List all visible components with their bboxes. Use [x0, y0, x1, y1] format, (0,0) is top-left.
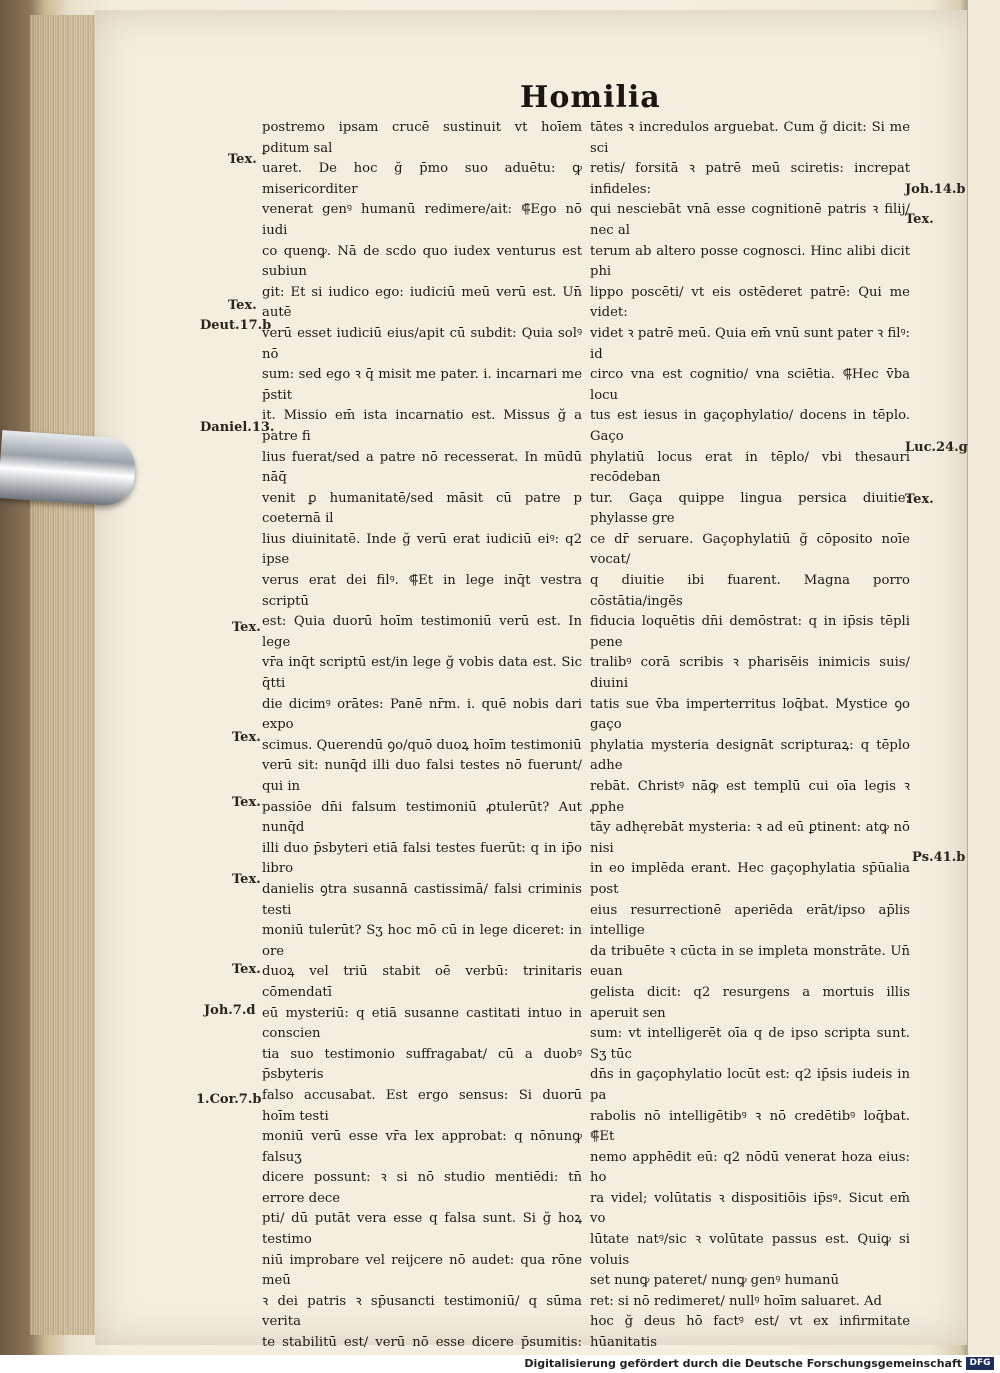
- margin-note: Daniel.13.: [200, 420, 275, 435]
- text-line: phylatiū locus erat in tēplo/ vbi thesauri recōdeban: [590, 449, 910, 486]
- text-line: pti/ dū putāt vera esse q falsa sunt. Si ğ hoꝝ testimo: [262, 1211, 582, 1248]
- text-line: tralibꝰ corā scribis ꝛ pharisēis inimicis suis/ diuini: [590, 655, 910, 692]
- page-holder-tool: [0, 430, 137, 507]
- text-line: da tribuēte ꝛ cūcta in se impleta monstrāte. Un̄ euan: [590, 943, 910, 980]
- right-page-edge: [967, 0, 1000, 1355]
- margin-note: Tex.: [228, 298, 257, 313]
- text-line: it. Missio em̄ ista incarnatio est. Missus ğ a patre fi: [262, 408, 582, 444]
- text-line: retis/ forsitā ꝛ patrē meū sciretis: increpat infideles:: [590, 161, 910, 197]
- text-line: ce dr̄ seruare. Gaçophylatiū ğ cōposito noīe vocat/: [590, 531, 910, 568]
- text-line: tia suo testimonio suffragabat/ cū a duobꝰ p̄sbyteris: [262, 1046, 582, 1083]
- right-column-text: [590, 118, 910, 1355]
- right-text-column: [590, 118, 910, 1355]
- text-line: phylatia mysteria designāt scripturaꝝ: q tēplo adhe: [590, 737, 910, 774]
- text-line: lius fuerat/sed a patre nō recesserat. In mūdū nāq̄: [262, 449, 582, 486]
- text-line: postremo ipsam crucē sustinuit vt hoīem ꝑditum sal: [262, 120, 582, 156]
- left-text-column: [262, 118, 582, 1355]
- text-line: ret: si nō redimeret/ nullꝰ hoīm saluaret. Ad: [590, 1293, 882, 1309]
- text-line: sum: sed ego ꝛ q̄ misit me pater. i. incarnari me p̄stit: [262, 367, 582, 403]
- text-line: dicere possunt: ꝛ si nō studio mentiēdi: tn̄ errore dece: [262, 1170, 582, 1206]
- text-line: moniū tulerūt? Sʒ hoc mō cū in lege diceret: in ore: [262, 923, 582, 959]
- margin-note: Ps.41.b: [912, 850, 966, 865]
- text-line: set nunꝙ pateret/ nunꝙ genꝰ humanū: [590, 1273, 839, 1289]
- text-line: rebāt. Christꝰ nāꝙ est templū cui oīa legis ꝛ ꝓphe: [590, 779, 910, 815]
- text-line: uaret. De hoc ğ p̄mo suo aduētu: ꝙ misericorditer: [262, 161, 582, 197]
- text-line: venerat genꝰ humanū redimere/ait: ⸿Ego nō iudi: [262, 202, 582, 238]
- text-line: tus est iesus in gaçophylatio/ docens in tēplo. Gaço: [590, 408, 910, 444]
- text-line: gelista dicit: q2 resurgens a mortuis illis aperuit sen: [590, 984, 910, 1021]
- text-line: lius diuinitatē. Inde ğ verū erat iudiciū eiꝰ: q2 ipse: [262, 531, 582, 568]
- margin-note: Tex.: [905, 492, 934, 507]
- text-line: est: Quia duorū hoīm testimoniū verū est. In lege: [262, 614, 582, 650]
- text-line: git: Et si iudico ego: iudiciū meū verū est. Un̄ autē: [262, 284, 582, 321]
- margin-note: Tex.: [232, 795, 261, 810]
- text-line: venit ꝑ humanitatē/sed māsit cū patre p coeternā il: [262, 490, 582, 527]
- text-line: terum ab altero posse cognosci. Hinc alibi dicit phi: [590, 243, 910, 280]
- margin-note: 1.Cor.7.b: [196, 1092, 262, 1107]
- text-line: q diuitie ibi fuarent. Magna porro cōstātia/ingēs: [590, 573, 910, 609]
- margin-note: Joh.14.b: [905, 182, 966, 197]
- text-line: vr̄a inq̄t scriptū est/in lege ğ vobis data est. Sic q̄tti: [262, 655, 582, 692]
- margin-note: Tex.: [232, 872, 261, 887]
- text-line: lippo poscēti/ vt eis ostēderet patrē: Qui me videt:: [590, 284, 910, 321]
- text-line: ꝛ dei patris ꝛ sp̄usancti testimoniū/ q sūma verita: [262, 1293, 582, 1330]
- text-line: passiōe dn̄i falsum testimoniū ꝓtulerūt? Aut nunq̄d: [262, 799, 582, 836]
- margin-note: Joh.7.d: [204, 1003, 256, 1018]
- footer-credit: Digitalisierung gefördert durch die Deutsche Forschungsgemeinschaft: [524, 1357, 962, 1370]
- margin-note: Tex.: [232, 962, 261, 977]
- page-edges: [30, 15, 100, 1335]
- margin-note: Deut.17.b: [200, 318, 272, 333]
- text-line: tātes ꝛ incredulos arguebat. Cum ğ dicit: Si me sci: [590, 120, 910, 156]
- dfg-logo: DFG: [966, 1357, 994, 1370]
- text-line: in eo implēda erant. Hec gaçophylatia sp̄ūalia post: [590, 861, 910, 897]
- text-line: sum: vt intelligerēt oīa q de ipso scripta sunt. Sʒ tūc: [590, 1026, 910, 1062]
- margin-note: Tex.: [905, 212, 934, 227]
- text-line: nemo apphēdit eū: q2 nōdū venerat hoza eius: ho: [590, 1149, 910, 1186]
- text-line: rabolis nō intelligētibꝰ ꝛ nō credētibꝰ loq̄bat. ⸿Et: [590, 1108, 910, 1145]
- text-line: falso accusabat. Est ergo sensus: Si duorū hoīm testi: [262, 1087, 582, 1124]
- text-line: fiducia loquētis dn̄i demōstrat: q in ip̄sis tēpli pene: [590, 614, 910, 650]
- text-line: danielis ꝯtra susannā castissimā/ falsi criminis testi: [262, 881, 582, 918]
- text-line: die dicimꝰ orātes: Panē nr̄m. i. quē nobis dari expo: [262, 696, 582, 733]
- text-line: moniū verū esse vr̄a lex approbat: q nōnunꝙ falsuʒ: [262, 1129, 582, 1165]
- text-line: videt ꝛ patrē meū. Quia em̄ vnū sunt pater ꝛ filꝰ: id: [590, 325, 910, 362]
- text-line: lūtate natꝰ/sic ꝛ volūtate passus est. Quiꝙ si voluis: [590, 1232, 910, 1268]
- text-line: dn̄s in gaçophylatio locūt est: q2 ip̄sis iudeis in pa: [590, 1067, 910, 1103]
- text-line: illi duo p̄sbyteri etiā falsi testes fuerūt: q in ip̄o libro: [262, 840, 582, 877]
- page-header-title: Homilia: [520, 80, 661, 115]
- text-line: verū esset iudiciū eius/apit cū subdit: Quia solꝰ nō: [262, 325, 582, 362]
- text-line: qui nesciebāt vnā esse cognitionē patris ꝛ filij/ nec al: [590, 202, 910, 238]
- text-line: ra videl; volūtatis ꝛ dispositiōis ip̄sꝰ. Sicut em̄ vo: [590, 1190, 910, 1227]
- text-line: hoc ğ deus hō factꝰ est/ vt ex infirmitate hūanitatis: [590, 1314, 910, 1351]
- text-line: scimus. Querendū ꝯo/quō duoꝝ hoīm testimoniū: [262, 737, 582, 753]
- margin-note: Luc.24.g: [905, 440, 968, 455]
- margin-note: Tex.: [232, 620, 261, 635]
- text-line: co quenꝙ. Nā de scdo quo iudex venturus est subiun: [262, 243, 582, 280]
- text-line: tāy adhęrebāt mysteria: ꝛ ad eū ꝑtinent: atꝙ nō nisi: [590, 820, 910, 856]
- text-line: duoꝝ vel triū stabit oē verbū: trinitaris cōmendatī: [262, 964, 582, 1000]
- text-line: eius resurrectionē aperiēda erāt/ipso ap̄lis intellige: [590, 902, 910, 939]
- text-line: verū sit: nunq̄d illi duo falsi testes nō fuerunt/ qui in: [262, 758, 582, 794]
- text-line: tur. Gaça quippe lingua persica diuitie: phylasse gre: [590, 490, 910, 527]
- text-line: circo vna est cognitio/ vna sciētia. ⸿Hec v̄ba locu: [590, 367, 910, 403]
- margin-note: Tex.: [232, 730, 261, 745]
- footer-bar: [0, 1355, 1000, 1373]
- text-line: verus erat dei filꝰ. ⸿Et in lege inq̄t vestra scriptū: [262, 573, 582, 609]
- text-line: te stabilitū est/ verū nō esse dicere p̄sumitis:: [262, 1335, 582, 1351]
- text-line: eū mysteriū: q etiā susanne castitati intuo in conscien: [262, 1005, 582, 1042]
- text-line: niū improbare vel reijcere nō audet: qua rōne meū: [262, 1252, 582, 1289]
- margin-note: Tex.: [228, 152, 257, 167]
- text-line: tatis sue v̄ba imperterritus loq̄bat. Mystice ꝯo gaço: [590, 696, 910, 733]
